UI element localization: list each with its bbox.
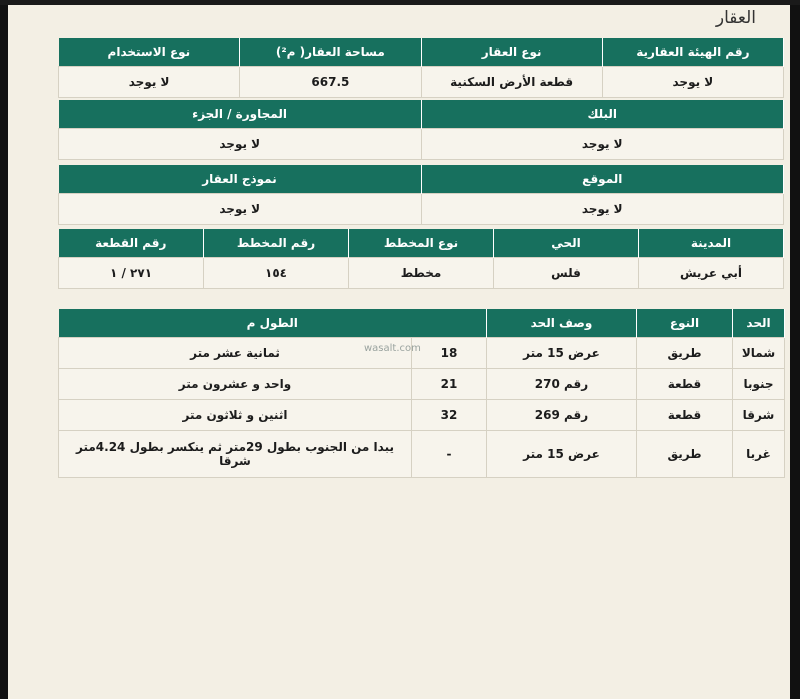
header-property-area: مساحة العقار( م²) xyxy=(240,38,421,67)
boundary-description: عرض 15 متر xyxy=(487,431,637,478)
boundary-length: 32 xyxy=(412,400,487,431)
property-type-value: قطعة الأرض السكنية xyxy=(421,67,602,98)
location-table xyxy=(58,165,784,225)
plan-table xyxy=(58,229,784,289)
boundary-length-text: يبدا من الجنوب بطول 29متر ثم ينكسر بطول 4.24متر شرقا xyxy=(59,431,412,478)
table-header-row xyxy=(59,38,784,67)
header-boundary-type: النوع xyxy=(637,309,733,338)
boundary-type: قطعة xyxy=(637,400,733,431)
header-property-type: نوع العقار xyxy=(421,38,602,67)
header-authority-number: رقم الهيئة العقارية xyxy=(602,38,783,67)
header-plan-number: رقم المخطط xyxy=(204,229,349,258)
table-row xyxy=(59,338,785,369)
neighborhood-part-value: لا يوجد xyxy=(59,129,422,160)
screen-edge-right xyxy=(790,0,800,699)
authority-number-value: لا يوجد xyxy=(602,67,783,98)
boundary-direction: غربا xyxy=(733,431,785,478)
header-property-model: نموذج العقار xyxy=(59,165,422,194)
block-table xyxy=(58,100,784,160)
property-info-table xyxy=(58,38,784,98)
district-value: فلس xyxy=(494,258,639,289)
header-location: الموقع xyxy=(421,165,784,194)
boundary-direction: شرقا xyxy=(733,400,785,431)
block-value: لا يوجد xyxy=(421,129,784,160)
plot-number-value: ٢٧١ / ١ xyxy=(59,258,204,289)
table-row xyxy=(59,431,785,478)
boundary-length: - xyxy=(412,431,487,478)
boundary-type: قطعة xyxy=(637,369,733,400)
table-row xyxy=(59,129,784,160)
table-header-row xyxy=(59,309,785,338)
boundary-type: طريق xyxy=(637,338,733,369)
boundaries-table xyxy=(58,309,785,478)
city-value: أبي عريش xyxy=(639,258,784,289)
boundary-description: رقم 270 xyxy=(487,369,637,400)
boundary-length-text: واحد و عشرون متر xyxy=(59,369,412,400)
table-row xyxy=(59,258,784,289)
boundary-direction: شمالا xyxy=(733,338,785,369)
location-value: لا يوجد xyxy=(421,194,784,225)
screen-edge-top xyxy=(0,0,800,5)
property-area-value: 667.5 xyxy=(240,67,421,98)
table-row xyxy=(59,67,784,98)
table-row xyxy=(59,400,785,431)
plan-number-value: ١٥٤ xyxy=(204,258,349,289)
boundary-direction: جنوبا xyxy=(733,369,785,400)
header-plot-number: رقم القطعة xyxy=(59,229,204,258)
table-header-row xyxy=(59,229,784,258)
boundary-type: طريق xyxy=(637,431,733,478)
header-block: البلك xyxy=(421,100,784,129)
page-title: العقار xyxy=(715,8,756,28)
header-usage-type: نوع الاستخدام xyxy=(59,38,240,67)
plan-type-value: مخطط xyxy=(349,258,494,289)
boundary-length: 21 xyxy=(412,369,487,400)
boundary-description: عرض 15 متر xyxy=(487,338,637,369)
header-plan-type: نوع المخطط xyxy=(349,229,494,258)
table-header-row xyxy=(59,100,784,129)
table-row xyxy=(59,369,785,400)
header-neighborhood-part: المجاورة / الجزء xyxy=(59,100,422,129)
header-city: المدينة xyxy=(639,229,784,258)
boundary-length-text: اثنين و ثلاثون متر xyxy=(59,400,412,431)
header-boundary: الحد xyxy=(733,309,785,338)
watermark: wasalt.com xyxy=(364,343,421,354)
boundary-length-text: ثمانية عشر متر xyxy=(59,338,412,369)
header-district: الحي xyxy=(494,229,639,258)
header-length: الطول م xyxy=(59,309,487,338)
table-header-row xyxy=(59,165,784,194)
table-row xyxy=(59,194,784,225)
boundary-description: رقم 269 xyxy=(487,400,637,431)
property-model-value: لا يوجد xyxy=(59,194,422,225)
screen-edge-left xyxy=(0,0,8,699)
header-boundary-description: وصف الحد xyxy=(487,309,637,338)
usage-type-value: لا يوجد xyxy=(59,67,240,98)
boundary-length: 18 xyxy=(412,338,487,369)
